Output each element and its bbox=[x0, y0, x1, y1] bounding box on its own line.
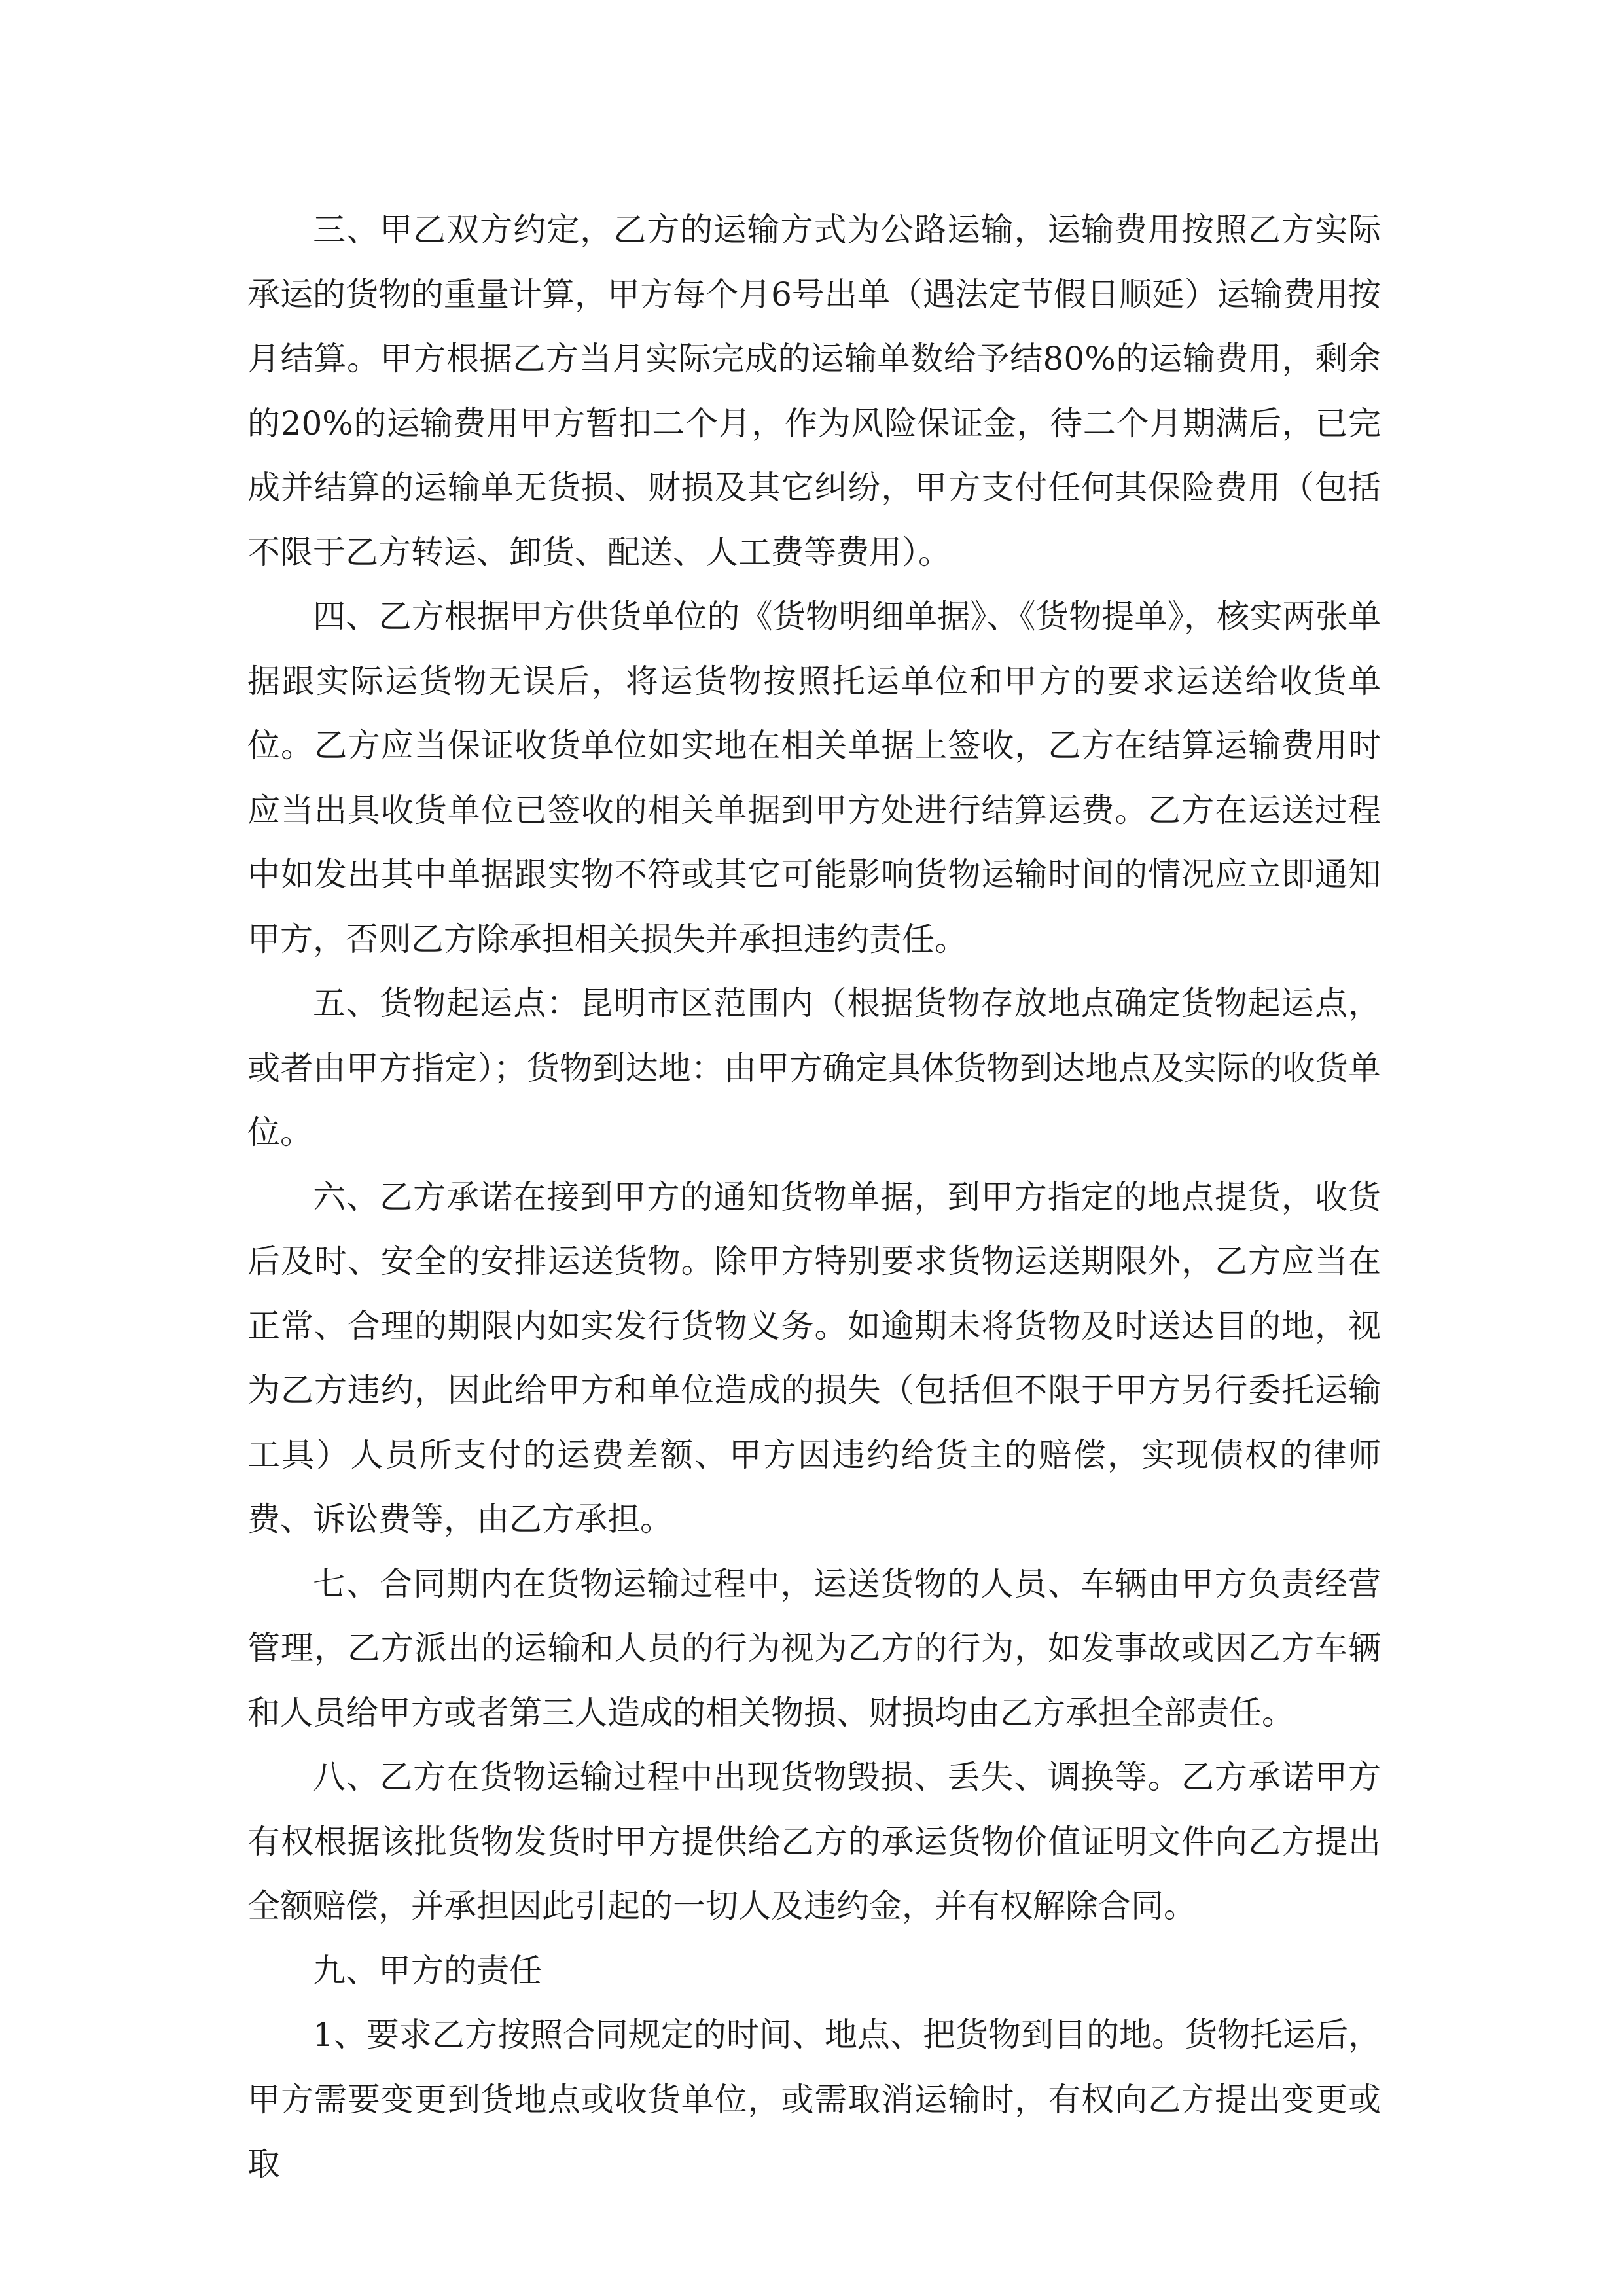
clause-9-heading: 九、甲方的责任 bbox=[313, 1951, 542, 1990]
document-body bbox=[247, 198, 1381, 2197]
clause-6-paragraph: 六、乙方承诺在接到甲方的通知货物单据，到甲方指定的地点提货，收货后及时、安全的安排运送货物。除甲方特别要求货物运送期限外，乙方应当在正常、合理的期限内如实发行货物义务。如逾期未将货物及时送达目的地，视为乙方违约，因此给甲方和单位造成的损失（包括但不限于甲方另行委托运输工具）人员所支付的运费差额、甲方因违约给货主的赔偿，实现债权的律师费、诉讼费等，由乙方承担。 bbox=[247, 1177, 1381, 1538]
clause-9-item-1-paragraph: 1、要求乙方按照合同规定的时间、地点、把货物到目的地。货物托运后，甲方需要变更到货地点或收货单位，或需取消运输时，有权向乙方提出变更或取 bbox=[247, 2016, 1381, 2183]
clause-4-paragraph: 四、乙方根据甲方供货单位的《货物明细单据》、《货物提单》，核实两张单据跟实际运货物无误后，将运货物按照托运单位和甲方的要求运送给收货单位。乙方应当保证收货单位如实地在相关单据上签收，乙方在结算运输费用时应当出具收货单位已签收的相关单据到甲方处进行结算运费。乙方在运送过程中如发出其中单据跟实物不符或其它可能影响货物运输时间的情况应立即通知甲方，否则乙方除承担相关损失并承担违约责任。 bbox=[247, 598, 1381, 958]
clause-3-paragraph: 三、甲乙双方约定，乙方的运输方式为公路运输，运输费用按照乙方实际承运的货物的重量计算，甲方每个月6号出单（遇法定节假日顺延）运输费用按月结算。甲方根据乙方当月实际完成的运输单数给予结80%的运输费用，剩余的20%的运输费用甲方暂扣二个月，作为风险保证金，待二个月期满后，已完成并结算的运输单无货损、财损及其它纠纷，甲方支付任何其保险费用（包括不限于乙方转运、卸货、配送、人工费等费用）。 bbox=[247, 211, 1381, 571]
clause-5-paragraph: 五、货物起运点：昆明市区范围内（根据货物存放地点确定货物起运点，或者由甲方指定）；货物到达地：由甲方确定具体货物到达地点及实际的收货单位。 bbox=[247, 984, 1381, 1151]
clause-7-paragraph: 七、合同期内在货物运输过程中，运送货物的人员、车辆由甲方负责经营管理，乙方派出的运输和人员的行为视为乙方的行为，如发事故或因乙方车辆和人员给甲方或者第三人造成的相关物损、财损均由乙方承担全部责任。 bbox=[247, 1564, 1381, 1732]
clause-8-paragraph: 八、乙方在货物运输过程中出现货物毁损、丢失、调换等。乙方承诺甲方有权根据该批货物发货时甲方提供给乙方的承运货物价值证明文件向乙方提出全额赔偿，并承担因此引起的一切人及违约金，并有权解除合同。 bbox=[247, 1758, 1381, 1925]
